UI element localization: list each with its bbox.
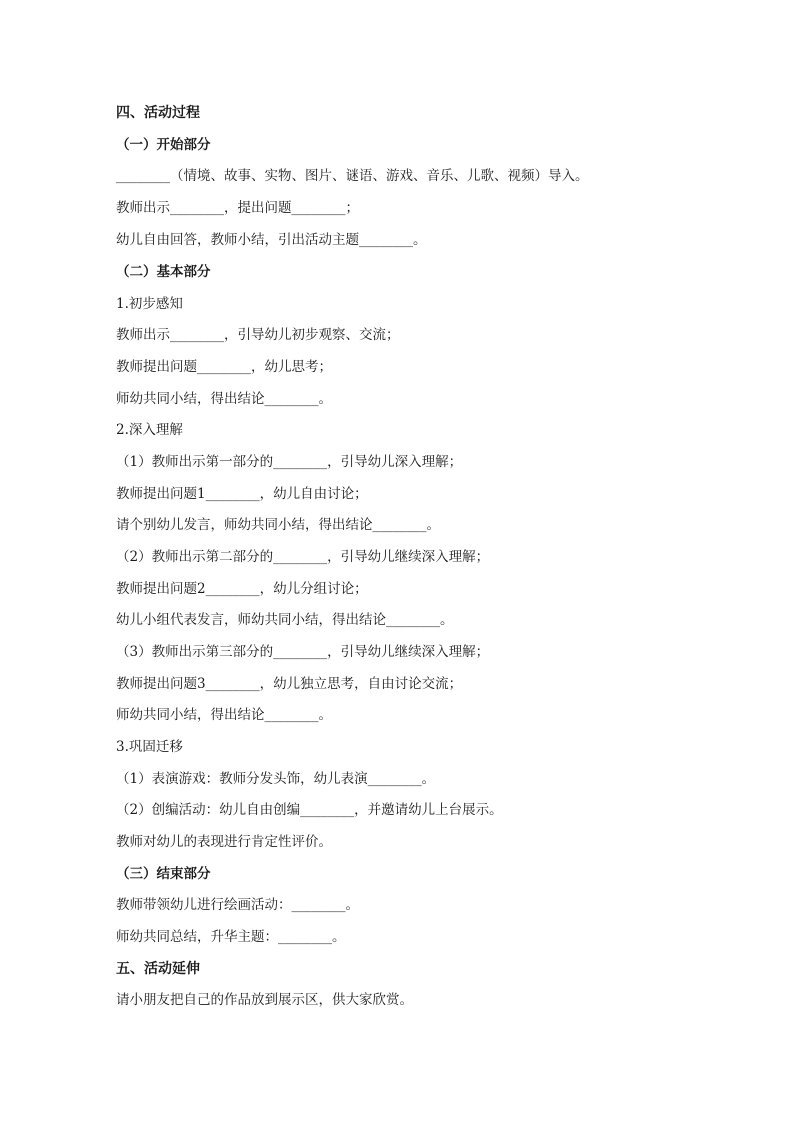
paragraph-line: 请小朋友把自己的作品放到展示区，供大家欣赏。 <box>116 992 413 1008</box>
paragraph-line: 幼儿自由回答，教师小结，引出活动主题________。 <box>116 232 427 248</box>
part-title-ending: （三）结束部分 <box>116 866 211 882</box>
paragraph-line: ________（情境、故事、实物、图片、谜语、游戏、音乐、儿歌、视频）导入。 <box>116 168 589 184</box>
paragraph-line: （2）教师出示第二部分的________，引导幼儿继续深入理解； <box>116 549 490 565</box>
step-title: 2.深入理解 <box>116 422 183 438</box>
paragraph-line: 师幼共同小结，得出结论________。 <box>116 707 332 723</box>
paragraph-line: （1）教师出示第一部分的________，引导幼儿深入理解； <box>116 454 463 470</box>
paragraph-line: 师幼共同总结，升华主题：________。 <box>116 929 346 945</box>
paragraph-line: （1）表演游戏：教师分发头饰，幼儿表演________。 <box>116 771 436 787</box>
paragraph-line: 教师出示________，引导幼儿初步观察、交流； <box>116 327 400 343</box>
paragraph-line: 教师对幼儿的表现进行肯定性评价。 <box>116 834 332 850</box>
paragraph-line: 教师提出问题2________，幼儿分组讨论； <box>116 581 368 597</box>
paragraph-line: 幼儿小组代表发言，师幼共同小结，得出结论________。 <box>116 612 454 628</box>
paragraph-line: 请个别幼儿发言，师幼共同小结，得出结论________。 <box>116 517 440 533</box>
step-title: 1.初步感知 <box>116 296 183 312</box>
section-title-activity-extension: 五、活动延伸 <box>116 961 200 977</box>
paragraph-line: （3）教师出示第三部分的________，引导幼儿继续深入理解； <box>116 644 490 660</box>
step-title: 3.巩固迁移 <box>116 739 183 755</box>
part-title-opening: （一）开始部分 <box>116 137 211 153</box>
paragraph-line: （2）创编活动：幼儿自由创编________，并邀请幼儿上台展示。 <box>116 802 503 818</box>
paragraph-line: 教师提出问题3________，幼儿独立思考，自由讨论交流； <box>116 676 463 692</box>
paragraph-line: 教师提出问题1________，幼儿自由讨论； <box>116 486 368 502</box>
part-title-basic: （二）基本部分 <box>116 264 211 280</box>
paragraph-line: 教师提出问题________，幼儿思考； <box>116 359 332 375</box>
paragraph-line: 教师出示________，提出问题________； <box>116 200 359 216</box>
paragraph-line: 师幼共同小结，得出结论________。 <box>116 391 332 407</box>
section-title-activity-process: 四、活动过程 <box>116 105 200 121</box>
paragraph-line: 教师带领幼儿进行绘画活动：________。 <box>116 897 359 913</box>
